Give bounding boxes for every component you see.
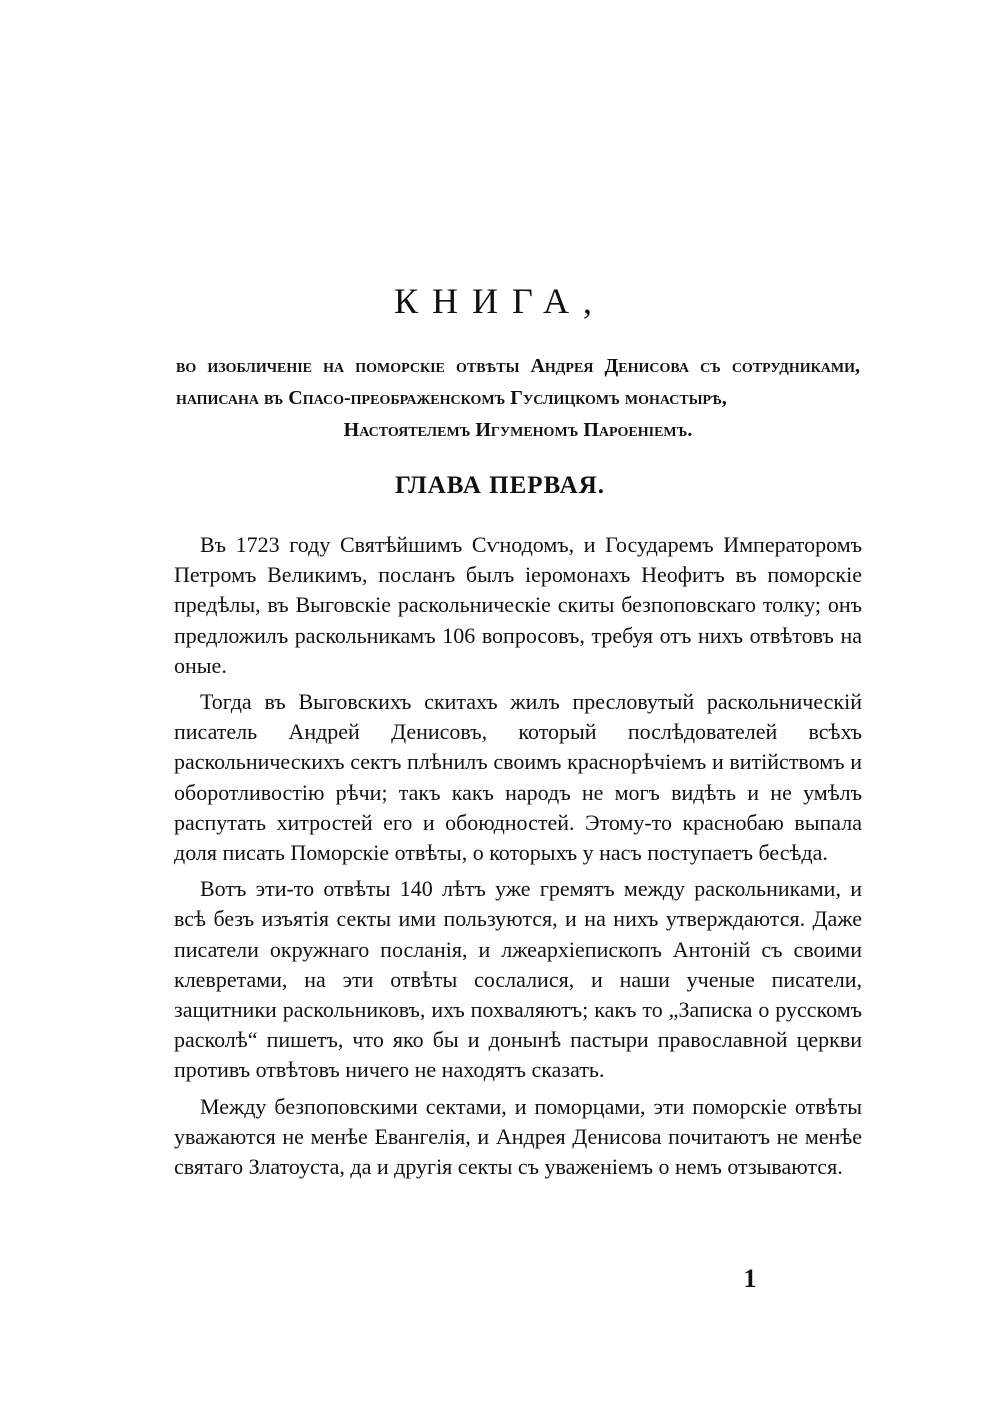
body-text: [174, 530, 862, 1188]
book-subtitle: [176, 350, 860, 446]
paragraph: Вотъ эти-то отвѣты 140 лѣтъ уже гремятъ между раскольниками, и всѣ безъ изъятія секты ими пользуются, и на нихъ утверждаются. Даже писатели окружнаго посланія, и лжеархіепископъ Антоній съ своими клевретами, на эти отвѣты сослалися, и наши ученые писатели, защитники раскольниковъ, ихъ похваляютъ; какъ то „Записка о русскомъ расколѣ“ пишетъ, что яко бы и донынѣ пастыри православной церкви противъ отвѣтовъ ничего не находятъ сказать.: [174, 876, 862, 1083]
subtitle-last-line: Настоятелемъ Игуменомъ Пароеніемъ.: [343, 419, 693, 441]
paragraph: Въ 1723 году Святѣйшимъ Сѵнодомъ, и Государемъ Императоромъ Петромъ Великимъ, посланъ былъ іеромонахъ Неофитъ въ поморскіе предѣлы, въ Выговскіе раскольническіе скиты безпоповскаго толку; онъ предложилъ раскольникамъ 106 вопросовъ, требуя отъ нихъ отвѣтовъ на оные.: [174, 532, 862, 678]
subtitle-main: во изобличеніе на поморскіе отвѣты Андрея Денисова съ сотрудниками, написана въ Спасо-преображенскомъ Гуслицкомъ монастырѣ,: [176, 355, 860, 409]
paragraph: Между безпоповскими сектами, и поморцами, эти поморскіе отвѣты уважаются не менѣе Евангелія, и Андрея Денисова почитаютъ не менѣе святаго Златоуста, да и другія секты съ уваженіемъ о немъ отзываются.: [174, 1093, 862, 1180]
chapter-heading: ГЛАВА ПЕРВАЯ.: [394, 472, 606, 499]
page-number: 1: [743, 1264, 757, 1293]
book-title: КНИГА,: [394, 281, 606, 321]
paragraph: Тогда въ Выговскихъ скитахъ жилъ пресловутый раскольническій писатель Андрей Денисовъ, который послѣдователей всѣхъ раскольническихъ сектъ плѣнилъ своимъ краснорѣчіемъ и витійствомъ и оборотливостію рѣчи; такъ какъ народъ не могъ видѣть и не умѣлъ распутать хитростей его и обоюдностей. Этому-то краснобаю выпала доля писать Поморскіе отвѣты, о которыхъ у насъ поступаетъ бесѣда.: [174, 689, 862, 866]
